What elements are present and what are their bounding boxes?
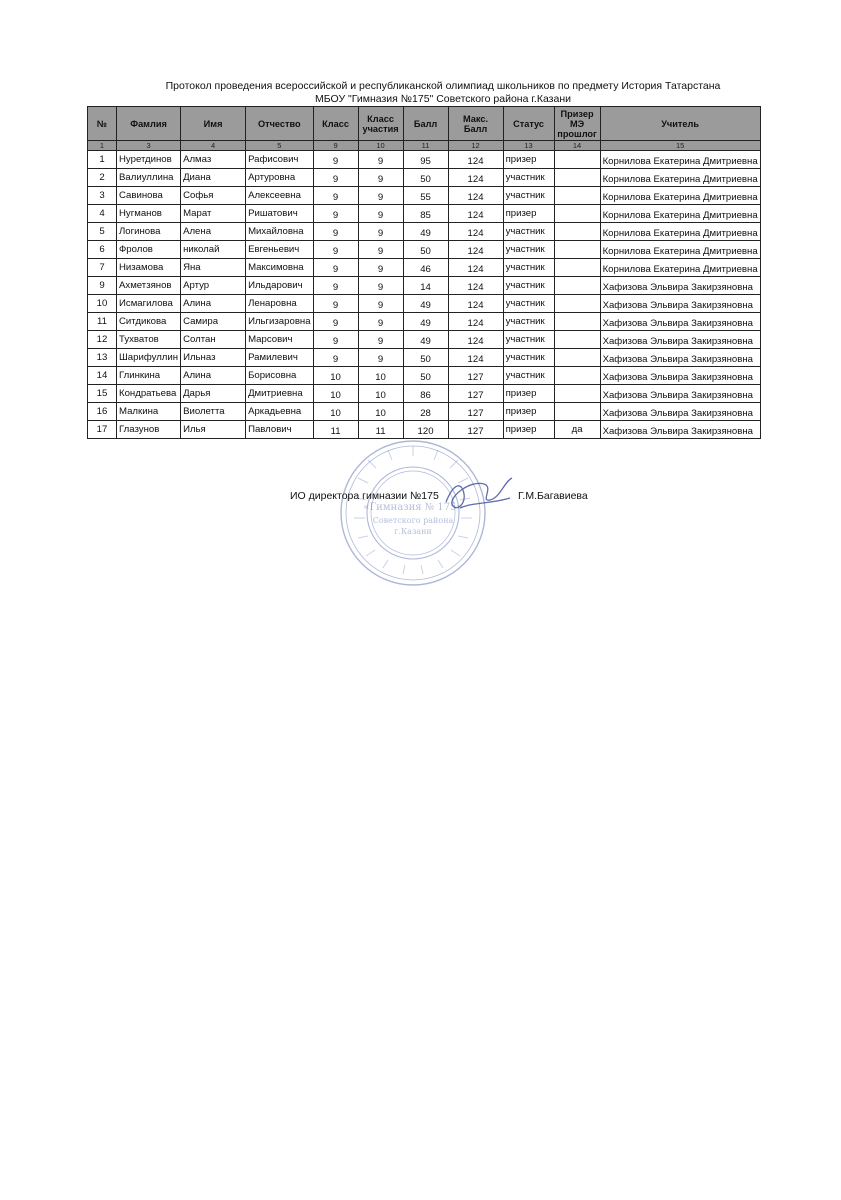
column-header: Статус — [503, 107, 554, 141]
patronymic-cell: Борисовна — [246, 367, 314, 385]
status-cell: призер — [503, 205, 554, 223]
previous-winner-cell — [554, 259, 600, 277]
patronymic-cell: Артуровна — [246, 169, 314, 187]
first-name-cell: Виолетта — [181, 403, 246, 421]
patronymic-cell: Евгеньевич — [246, 241, 314, 259]
score-cell: 95 — [403, 151, 448, 169]
column-header: Фамлия — [117, 107, 181, 141]
last-name-cell: Тухватов — [117, 331, 181, 349]
grade-cell: 9 — [313, 169, 358, 187]
teacher-cell: Хафизова Эльвира Закирзяновна — [600, 349, 760, 367]
row-number-cell: 9 — [88, 277, 117, 295]
column-number: 15 — [600, 141, 760, 151]
grade-cell: 9 — [313, 331, 358, 349]
grade-cell: 11 — [313, 421, 358, 439]
grade-cell: 9 — [313, 223, 358, 241]
table-row — [88, 151, 761, 169]
status-cell: участник — [503, 313, 554, 331]
previous-winner-cell — [554, 223, 600, 241]
participation-grade-cell: 9 — [358, 277, 403, 295]
participation-grade-cell: 9 — [358, 331, 403, 349]
table-row — [88, 205, 761, 223]
table-header-row — [88, 107, 761, 141]
teacher-cell: Хафизова Эльвира Закирзяновна — [600, 421, 760, 439]
previous-winner-cell — [554, 205, 600, 223]
results-table — [87, 106, 761, 439]
max-score-cell: 124 — [448, 277, 503, 295]
score-cell: 50 — [403, 367, 448, 385]
status-cell: участник — [503, 187, 554, 205]
max-score-cell: 127 — [448, 367, 503, 385]
participation-grade-cell: 9 — [358, 313, 403, 331]
last-name-cell: Нугманов — [117, 205, 181, 223]
participation-grade-cell: 9 — [358, 151, 403, 169]
participation-grade-cell: 10 — [358, 367, 403, 385]
grade-cell: 9 — [313, 241, 358, 259]
row-number-cell: 12 — [88, 331, 117, 349]
grade-cell: 9 — [313, 313, 358, 331]
column-number: 9 — [313, 141, 358, 151]
first-name-cell: Софья — [181, 187, 246, 205]
grade-cell: 9 — [313, 349, 358, 367]
column-number: 12 — [448, 141, 503, 151]
teacher-cell: Хафизова Эльвира Закирзяновна — [600, 277, 760, 295]
status-cell: призер — [503, 421, 554, 439]
score-cell: 50 — [403, 241, 448, 259]
patronymic-cell: Ильдарович — [246, 277, 314, 295]
last-name-cell: Ситдикова — [117, 313, 181, 331]
document-subtitle: МБОУ "Гимназия №175" Советского района г.Казани — [315, 93, 571, 105]
participation-grade-cell: 10 — [358, 385, 403, 403]
teacher-cell: Корнилова Екатерина Дмитриевна — [600, 187, 760, 205]
patronymic-cell: Михайловна — [246, 223, 314, 241]
table-row — [88, 259, 761, 277]
patronymic-cell: Дмитриевна — [246, 385, 314, 403]
last-name-cell: Шарифуллин — [117, 349, 181, 367]
teacher-cell: Хафизова Эльвира Закирзяновна — [600, 385, 760, 403]
patronymic-cell: Алексеевна — [246, 187, 314, 205]
score-cell: 49 — [403, 313, 448, 331]
teacher-cell: Хафизова Эльвира Закирзяновна — [600, 403, 760, 421]
status-cell: участник — [503, 259, 554, 277]
table-row — [88, 241, 761, 259]
score-cell: 50 — [403, 349, 448, 367]
patronymic-cell: Марсович — [246, 331, 314, 349]
column-header: Класс — [313, 107, 358, 141]
first-name-cell: николай — [181, 241, 246, 259]
row-number-cell: 4 — [88, 205, 117, 223]
row-number-cell: 10 — [88, 295, 117, 313]
last-name-cell: Кондратьева — [117, 385, 181, 403]
stamp-text: Советского района — [372, 516, 454, 525]
status-cell: участник — [503, 241, 554, 259]
grade-cell: 9 — [313, 187, 358, 205]
column-header: Учитель — [600, 107, 760, 141]
first-name-cell: Ильназ — [181, 349, 246, 367]
max-score-cell: 124 — [448, 241, 503, 259]
grade-cell: 9 — [313, 295, 358, 313]
column-header: Отчество — [246, 107, 314, 141]
participation-grade-cell: 9 — [358, 259, 403, 277]
status-cell: участник — [503, 331, 554, 349]
max-score-cell: 127 — [448, 385, 503, 403]
grade-cell: 10 — [313, 403, 358, 421]
column-number: 11 — [403, 141, 448, 151]
participation-grade-cell: 11 — [358, 421, 403, 439]
max-score-cell: 127 — [448, 403, 503, 421]
participation-grade-cell: 10 — [358, 403, 403, 421]
teacher-cell: Хафизова Эльвира Закирзяновна — [600, 367, 760, 385]
teacher-cell: Корнилова Екатерина Дмитриевна — [600, 259, 760, 277]
score-cell: 49 — [403, 295, 448, 313]
patronymic-cell: Аркадьевна — [246, 403, 314, 421]
last-name-cell: Глинкина — [117, 367, 181, 385]
table-row — [88, 295, 761, 313]
column-header: Класс участия — [358, 107, 403, 141]
last-name-cell: Малкина — [117, 403, 181, 421]
patronymic-cell: Ленаровна — [246, 295, 314, 313]
previous-winner-cell — [554, 331, 600, 349]
status-cell: участник — [503, 349, 554, 367]
teacher-cell: Корнилова Екатерина Дмитриевна — [600, 151, 760, 169]
previous-winner-cell — [554, 169, 600, 187]
patronymic-cell: Павлович — [246, 421, 314, 439]
row-number-cell: 17 — [88, 421, 117, 439]
previous-winner-cell — [554, 349, 600, 367]
participation-grade-cell: 9 — [358, 241, 403, 259]
column-number: 5 — [246, 141, 314, 151]
status-cell: призер — [503, 151, 554, 169]
grade-cell: 9 — [313, 277, 358, 295]
score-cell: 46 — [403, 259, 448, 277]
status-cell: участник — [503, 223, 554, 241]
status-cell: участник — [503, 295, 554, 313]
participation-grade-cell: 9 — [358, 223, 403, 241]
score-cell: 86 — [403, 385, 448, 403]
column-header: № — [88, 107, 117, 141]
previous-winner-cell — [554, 187, 600, 205]
row-number-cell: 1 — [88, 151, 117, 169]
teacher-cell: Корнилова Екатерина Дмитриевна — [600, 223, 760, 241]
grade-cell: 9 — [313, 205, 358, 223]
column-number: 3 — [117, 141, 181, 151]
teacher-cell: Корнилова Екатерина Дмитриевна — [600, 169, 760, 187]
max-score-cell: 124 — [448, 313, 503, 331]
participation-grade-cell: 9 — [358, 349, 403, 367]
row-number-cell: 2 — [88, 169, 117, 187]
column-header: Призер МЭ прошлог — [554, 107, 600, 141]
document-title: Протокол проведения всероссийской и республиканской олимпиад школьников по предмету История Татарстана — [165, 80, 721, 92]
status-cell: участник — [503, 169, 554, 187]
last-name-cell: Савинова — [117, 187, 181, 205]
first-name-cell: Артур — [181, 277, 246, 295]
last-name-cell: Нуретдинов — [117, 151, 181, 169]
signatory-title: ИО директора гимназии №175 — [290, 490, 439, 502]
first-name-cell: Алена — [181, 223, 246, 241]
status-cell: участник — [503, 277, 554, 295]
participation-grade-cell: 9 — [358, 295, 403, 313]
score-cell: 28 — [403, 403, 448, 421]
first-name-cell: Алина — [181, 367, 246, 385]
max-score-cell: 124 — [448, 169, 503, 187]
previous-winner-cell — [554, 313, 600, 331]
max-score-cell: 124 — [448, 331, 503, 349]
last-name-cell: Исмагилова — [117, 295, 181, 313]
score-cell: 85 — [403, 205, 448, 223]
row-number-cell: 11 — [88, 313, 117, 331]
row-number-cell: 14 — [88, 367, 117, 385]
participation-grade-cell: 9 — [358, 187, 403, 205]
first-name-cell: Алмаз — [181, 151, 246, 169]
table-row — [88, 349, 761, 367]
grade-cell: 10 — [313, 367, 358, 385]
first-name-cell: Марат — [181, 205, 246, 223]
row-number-cell: 3 — [88, 187, 117, 205]
first-name-cell: Диана — [181, 169, 246, 187]
row-number-cell: 5 — [88, 223, 117, 241]
teacher-cell: Корнилова Екатерина Дмитриевна — [600, 241, 760, 259]
score-cell: 120 — [403, 421, 448, 439]
score-cell: 49 — [403, 331, 448, 349]
patronymic-cell: Рамилевич — [246, 349, 314, 367]
max-score-cell: 124 — [448, 187, 503, 205]
participation-grade-cell: 9 — [358, 205, 403, 223]
patronymic-cell: Ришатович — [246, 205, 314, 223]
table-row — [88, 313, 761, 331]
last-name-cell: Логинова — [117, 223, 181, 241]
previous-winner-cell — [554, 151, 600, 169]
table-row — [88, 169, 761, 187]
last-name-cell: Валиуллина — [117, 169, 181, 187]
grade-cell: 10 — [313, 385, 358, 403]
column-number: 1 — [88, 141, 117, 151]
first-name-cell: Яна — [181, 259, 246, 277]
teacher-cell: Хафизова Эльвира Закирзяновна — [600, 313, 760, 331]
last-name-cell: Ахметзянов — [117, 277, 181, 295]
max-score-cell: 124 — [448, 151, 503, 169]
table-row — [88, 331, 761, 349]
column-header: Имя — [181, 107, 246, 141]
status-cell: призер — [503, 403, 554, 421]
teacher-cell: Корнилова Екатерина Дмитриевна — [600, 205, 760, 223]
max-score-cell: 124 — [448, 295, 503, 313]
previous-winner-cell — [554, 367, 600, 385]
score-cell: 14 — [403, 277, 448, 295]
previous-winner-cell — [554, 241, 600, 259]
column-header: Балл — [403, 107, 448, 141]
column-header: Макс. Балл — [448, 107, 503, 141]
grade-cell: 9 — [313, 259, 358, 277]
first-name-cell: Дарья — [181, 385, 246, 403]
column-number-row — [88, 141, 761, 151]
patronymic-cell: Рафисович — [246, 151, 314, 169]
score-cell: 50 — [403, 169, 448, 187]
last-name-cell: Глазунов — [117, 421, 181, 439]
patronymic-cell: Максимовна — [246, 259, 314, 277]
participation-grade-cell: 9 — [358, 169, 403, 187]
row-number-cell: 13 — [88, 349, 117, 367]
table-row — [88, 277, 761, 295]
previous-winner-cell — [554, 403, 600, 421]
patronymic-cell: Ильгизаровна — [246, 313, 314, 331]
table-body — [88, 151, 761, 439]
max-score-cell: 124 — [448, 205, 503, 223]
column-number: 10 — [358, 141, 403, 151]
table-row — [88, 385, 761, 403]
table-row — [88, 187, 761, 205]
status-cell: призер — [503, 385, 554, 403]
first-name-cell: Илья — [181, 421, 246, 439]
max-score-cell: 124 — [448, 259, 503, 277]
column-number: 14 — [554, 141, 600, 151]
max-score-cell: 124 — [448, 223, 503, 241]
teacher-cell: Хафизова Эльвира Закирзяновна — [600, 295, 760, 313]
column-number: 13 — [503, 141, 554, 151]
score-cell: 49 — [403, 223, 448, 241]
previous-winner-cell — [554, 277, 600, 295]
first-name-cell: Солтан — [181, 331, 246, 349]
stamp-text: г.Казани — [394, 527, 432, 536]
table-row — [88, 403, 761, 421]
row-number-cell: 15 — [88, 385, 117, 403]
handwritten-signature — [440, 472, 520, 522]
grade-cell: 9 — [313, 151, 358, 169]
first-name-cell: Самира — [181, 313, 246, 331]
row-number-cell: 7 — [88, 259, 117, 277]
table-row — [88, 421, 761, 439]
max-score-cell: 127 — [448, 421, 503, 439]
stamp-text: «Гимназия № 175» — [363, 502, 463, 513]
last-name-cell: Фролов — [117, 241, 181, 259]
previous-winner-cell — [554, 295, 600, 313]
previous-winner-cell: да — [554, 421, 600, 439]
previous-winner-cell — [554, 385, 600, 403]
column-number: 4 — [181, 141, 246, 151]
status-cell: участник — [503, 367, 554, 385]
last-name-cell: Низамова — [117, 259, 181, 277]
first-name-cell: Алина — [181, 295, 246, 313]
max-score-cell: 124 — [448, 349, 503, 367]
score-cell: 55 — [403, 187, 448, 205]
table-row — [88, 223, 761, 241]
signatory-name: Г.М.Багавиева — [518, 490, 588, 502]
table-row — [88, 367, 761, 385]
row-number-cell: 16 — [88, 403, 117, 421]
teacher-cell: Хафизова Эльвира Закирзяновна — [600, 331, 760, 349]
row-number-cell: 6 — [88, 241, 117, 259]
